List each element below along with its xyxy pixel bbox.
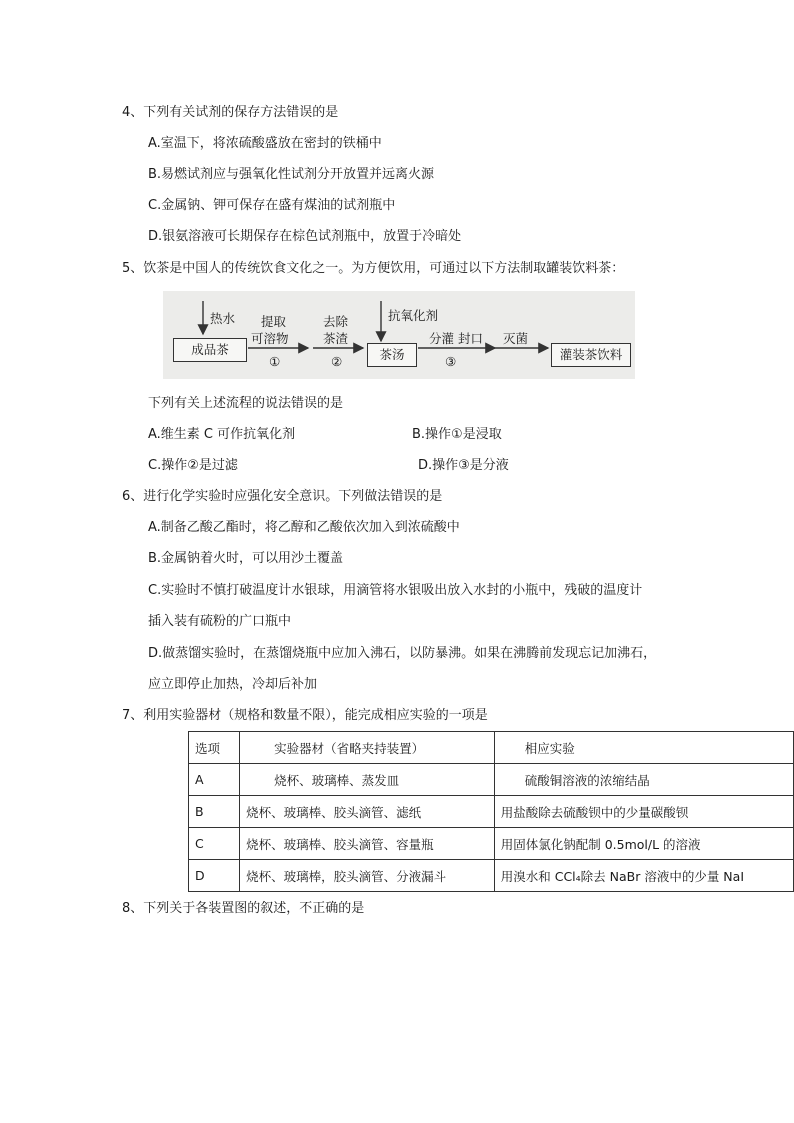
row-c-experiment: 用固体氯化钠配制 0.5mol/L 的溶液 — [494, 828, 793, 860]
tea-process-flow-diagram — [163, 291, 635, 379]
row-c-equipment: 烧杯、玻璃棒、胶头滴管、容量瓶 — [240, 828, 495, 860]
q6-option-c-line1: C.实验时不慎打破温度计水银球，用滴管将水银吸出放入水封的小瓶中，残破的温度计 — [148, 583, 643, 598]
table-row — [189, 764, 794, 796]
q5-option-b: B.操作①是浸取 — [412, 427, 502, 442]
label-step2-residue: 茶渣 — [323, 331, 349, 346]
label-step1-extract: 提取 — [261, 314, 287, 329]
row-a-experiment: 硫酸铜溶液的浓缩结晶 — [494, 764, 793, 796]
label-step1-soluble: 可溶物 — [251, 331, 289, 346]
q4-stem: 4、下列有关试剂的保存方法错误的是 — [122, 105, 339, 120]
q6-option-b: B.金属钠着火时，可以用沙土覆盖 — [148, 551, 344, 566]
q6-option-d-line1: D.做蒸馏实验时，在蒸馏烧瓶中应加入沸石，以防暴沸。如果在沸腾前发现忘记加沸石， — [148, 646, 657, 661]
row-a-option: A — [189, 764, 240, 796]
label-step2-remove: 去除 — [323, 314, 349, 329]
label-hot-water: 热水 — [210, 311, 236, 326]
table-header-row — [189, 732, 794, 764]
label-step3-fill-seal: 分灌 封口 — [429, 331, 483, 346]
row-b-equipment: 烧杯、玻璃棒、胶头滴管、滤纸 — [240, 796, 495, 828]
row-d-option: D — [189, 860, 240, 892]
table-row — [189, 828, 794, 860]
q6-option-c-line2: 插入装有硫粉的广口瓶中 — [148, 614, 292, 629]
q5-option-d: D.操作③是分液 — [418, 458, 509, 473]
label-step1-number: ① — [269, 354, 281, 369]
label-antioxidant: 抗氧化剂 — [388, 308, 439, 323]
header-experiment: 相应实验 — [494, 732, 793, 764]
header-option: 选项 — [189, 732, 240, 764]
q4-option-d: D.银氨溶液可长期保存在棕色试剂瓶中，放置于冷暗处 — [148, 229, 462, 244]
table-row — [189, 860, 794, 892]
row-b-option: B — [189, 796, 240, 828]
row-c-option: C — [189, 828, 240, 860]
q4-option-b: B.易燃试剂应与强氧化性试剂分开放置并远离火源 — [148, 167, 435, 182]
box-canned-tea: 灌装茶饮料 — [551, 343, 631, 367]
q4-option-a: A.室温下，将浓硫酸盛放在密封的铁桶中 — [148, 136, 382, 151]
q6-option-d-line2: 应立即停止加热，冷却后补加 — [148, 677, 318, 692]
label-step2-number: ② — [331, 354, 343, 369]
q4-option-c: C.金属钠、钾可保存在盛有煤油的试剂瓶中 — [148, 198, 396, 213]
row-b-experiment: 用盐酸除去硫酸钡中的少量碳酸钡 — [494, 796, 793, 828]
row-d-experiment: 用溴水和 CCl₄除去 NaBr 溶液中的少量 NaI — [494, 860, 793, 892]
header-equipment: 实验器材（省略夹持装置） — [240, 732, 495, 764]
row-a-equipment: 烧杯、玻璃棒、蒸发皿 — [240, 764, 495, 796]
q5-option-c: C.操作②是过滤 — [148, 458, 238, 473]
q5-stem: 5、饮茶是中国人的传统饮食文化之一。为方便饮用，可通过以下方法制取罐装饮料茶： — [122, 261, 625, 276]
row-d-equipment: 烧杯、玻璃棒，胶头滴管、分液漏斗 — [240, 860, 495, 892]
q5-option-a: A.维生素 C 可作抗氧化剂 — [148, 427, 296, 442]
q6-option-a: A.制备乙酸乙酯时，将乙醇和乙酸依次加入到浓硫酸中 — [148, 520, 460, 535]
label-step4-sterilize: 灭菌 — [503, 331, 529, 346]
q7-equipment-table — [188, 731, 794, 892]
label-step3-number: ③ — [445, 354, 457, 369]
q5-sub-stem: 下列有关上述流程的说法错误的是 — [148, 396, 344, 411]
table-row — [189, 796, 794, 828]
q7-stem: 7、利用实验器材（规格和数量不限），能完成相应实验的一项是 — [122, 708, 488, 723]
box-tea-soup: 茶汤 — [367, 343, 417, 367]
box-finished-tea: 成品茶 — [173, 338, 247, 362]
q6-stem: 6、进行化学实验时应强化安全意识。下列做法错误的是 — [122, 489, 443, 504]
q8-stem: 8、下列关于各装置图的叙述，不正确的是 — [122, 901, 365, 916]
